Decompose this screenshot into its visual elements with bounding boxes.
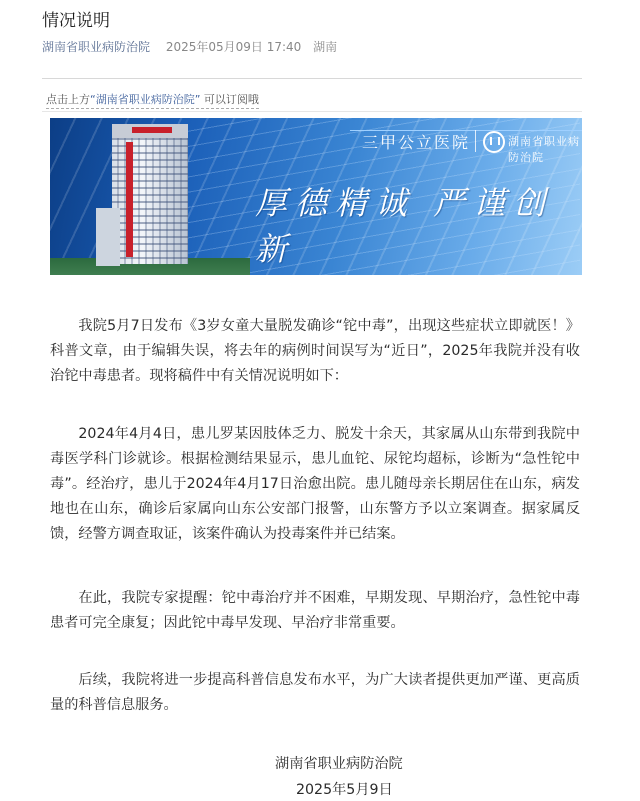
subscribe-tip-suffix: 可以订阅哦 [200,93,259,106]
account-name-link[interactable]: 湖南省职业病防治院 [42,40,151,54]
building-roof-sign [132,127,172,133]
building-windows [112,138,188,264]
signature-date: 2025年5月9日 [296,782,393,798]
paragraph-3: 在此，我院专家提醒：铊中毒治疗并不困难，早期发现、早期治疗，急性铊中毒患者可完全康复；因此铊中毒早发现、早治疗非常重要。 [50,590,580,631]
subscribe-tip-account: “湖南省职业病防治院” [90,93,201,106]
publish-time: 2025年05月09日 17:40 [165,40,302,54]
banner-logo-text: 湖南省职业病防治院 [508,135,580,164]
subscribe-tip-prefix: 点击上方 [46,93,90,106]
signature-org: 湖南省职业病防治院 [275,756,403,772]
subscribe-bar [42,78,582,112]
banner-hospital-name: 三甲公立医院 [362,133,471,152]
building-wing [96,208,120,266]
article-meta [42,38,337,55]
hospital-logo-icon [483,131,505,153]
paragraph-4: 后续，我院将进一步提高科普信息发布水平，为广大读者提供更加严谨、更高质量的科普信息服务。 [50,672,580,713]
paragraph-2: 2024年4月4日，患儿罗某因肢体乏力、脱发十余天，其家属从山东带到我院中毒医学科门诊就诊。根据检测结果显示，患儿血铊、尿铊均超标，诊断为“急性铊中毒”。经治疗，患儿于2024年4月17日治愈出院。患儿随母亲长期居住在山东，病发地也在山东，确诊后家属向山东公安部门报警，山东警方予以立案调查。据家属反馈，经警方调查取证，该案件确认为投毒案件并已结案。 [50,426,580,542]
banner-motto: 厚德精诚 严谨创新 [255,184,554,268]
hospital-building [112,124,188,264]
building-vertical-sign [126,142,133,257]
article-title: 情况说明 [42,11,110,31]
banner-separator [475,130,476,152]
hospital-banner-image [50,118,582,275]
publish-location: 湖南 [313,40,338,54]
paragraph-1: 我院5月7日发布《3岁女童大量脱发确诊“铊中毒”，出现这些症状立即就医！》科普文章，由于编辑失误，将去年的病例时间误写为“近日”，2025年我院并没有收治铊中毒患者。现将稿件中有关情况说明如下： [50,318,580,384]
subscribe-tip[interactable] [46,91,259,109]
